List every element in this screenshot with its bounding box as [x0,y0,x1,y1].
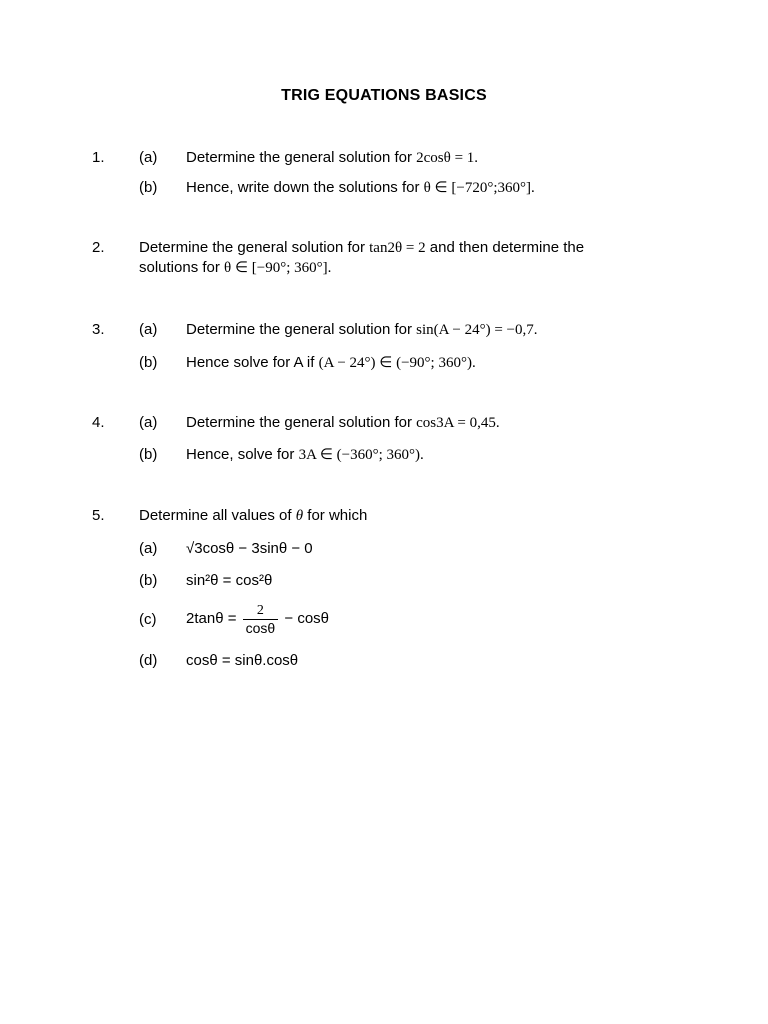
question-1b [186,178,535,198]
question-3a [186,320,538,340]
question-5c-denominator: cosθ [243,619,279,636]
question-5b-math: sin²θ = cos²θ [186,572,273,589]
question-5d-math: cosθ = sinθ.cosθ [186,652,299,669]
question-4b-math: 3A ∈ (−360°; 360°). [298,447,424,463]
question-1a-text: Determine the general solution for [186,149,412,166]
question-5-intro-text-continued: for which [307,507,368,524]
question-5-intro-math: θ [295,508,304,524]
question-4b-text: Hence, solve for [186,446,295,463]
question-4a-label: (a) [139,414,158,431]
question-5c-math-left: 2tanθ = [186,610,237,627]
question-3a-text: Determine the general solution for [186,321,412,338]
question-1-number: 1. [92,149,105,166]
question-2-number: 2. [92,239,105,256]
question-2-line-1 [139,238,584,258]
question-5-intro-text: Determine all values of [139,507,292,524]
question-5d-label: (d) [139,652,158,669]
question-1b-label: (b) [139,179,158,196]
question-3b-math: (A − 24°) ∈ (−90°; 360°). [318,355,476,371]
question-4-number: 4. [92,414,105,431]
question-2-text-continued: and then determine the [429,239,585,256]
question-3a-label: (a) [139,321,158,338]
page-title: TRIG EQUATIONS BASICS [281,87,487,104]
question-1a-math: 2cosθ = 1. [416,150,479,166]
question-4b-label: (b) [139,446,158,463]
question-2-interval-math: θ ∈ [−90°; 360°]. [224,260,332,276]
question-3b-text: Hence solve for A if [186,354,315,371]
question-2-line-2 [139,258,331,278]
question-3-number: 3. [92,321,105,338]
question-5b-label: (b) [139,572,158,589]
question-4a-math: cos3A = 0,45. [416,415,500,431]
question-4a [186,413,500,433]
question-1a-label: (a) [139,149,158,166]
question-5c-math-right: − cosθ [284,610,330,627]
question-5c [186,601,329,637]
question-5c-label: (c) [139,611,157,628]
question-5a-math: √3cosθ − 3sinθ − 0 [186,540,313,557]
question-4a-text: Determine the general solution for [186,414,412,431]
question-1b-text: Hence, write down the solutions for [186,179,420,196]
question-3b [186,353,476,373]
question-5a-label: (a) [139,540,158,557]
question-3a-math: sin(A − 24°) = −0,7. [416,322,538,338]
question-5c-fraction [243,603,279,636]
question-2-solutions-text: solutions for [139,259,220,276]
question-1a [186,148,478,168]
question-3b-label: (b) [139,354,158,371]
question-2-math: tan2θ = 2 [369,240,426,256]
question-5-intro [139,506,367,526]
question-5-number: 5. [92,507,105,524]
question-5c-numerator: 2 [256,602,264,618]
question-2-text: Determine the general solution for [139,239,365,256]
question-4b [186,445,424,465]
question-1b-math: θ ∈ [−720°;360°]. [423,180,535,196]
